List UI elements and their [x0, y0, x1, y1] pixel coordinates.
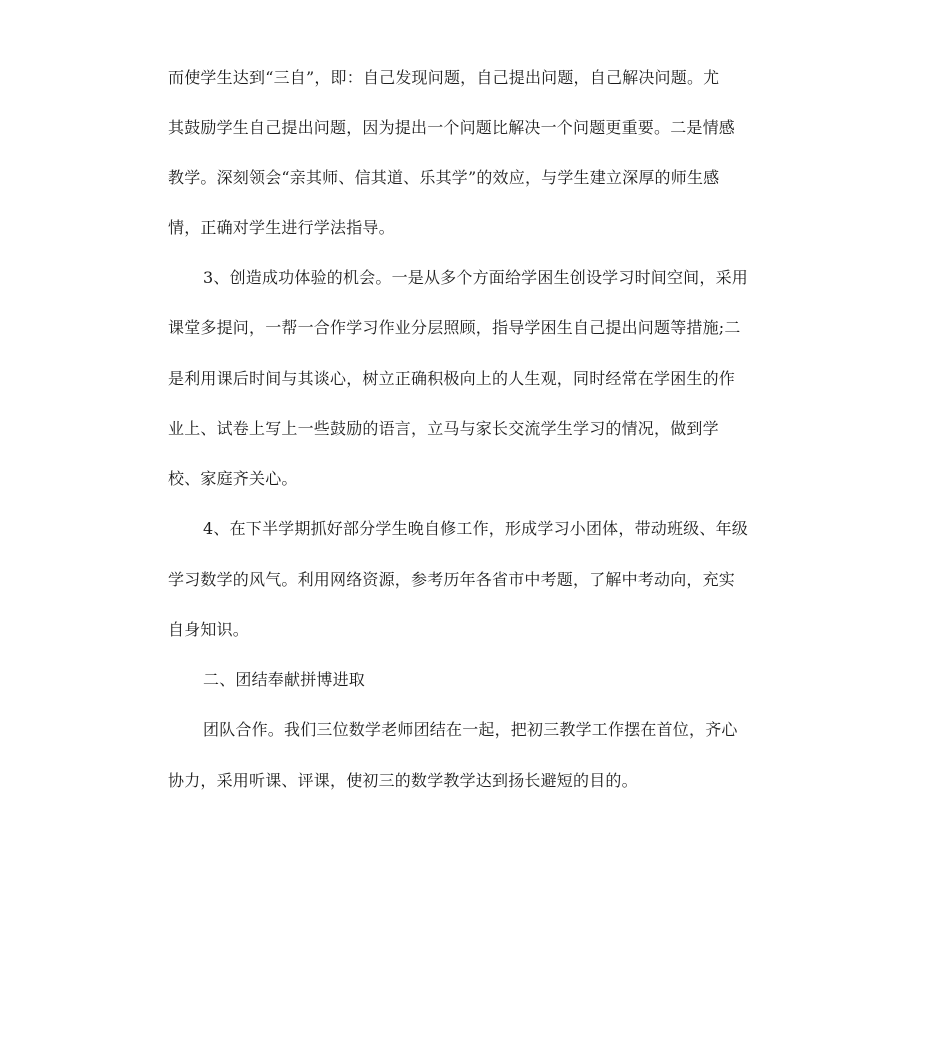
- text-line: 教学。深刻领会“亲其师、信其道、乐其学”的效应，与学生建立深厚的师生感: [168, 168, 720, 187]
- text-line: 情，正确对学生进行学法指导。: [168, 218, 395, 237]
- text-line: 其鼓励学生自己提出问题，因为提出一个问题比解决一个问题更重要。二是情感: [168, 118, 736, 137]
- text-line: 而使学生达到“三自”，即：自己发现问题，自己提出问题，自己解决问题。尤: [168, 68, 720, 87]
- text-line: 是利用课后时间与其谈心，树立正确积极向上的人生观，同时经常在学困生的作: [168, 369, 736, 388]
- paragraph-team-start: 团队合作。我们三位数学老师团结在一起，把初三教学工作摆在首位，齐心: [203, 720, 738, 739]
- text-line: 业上、试卷上写上一些鼓励的语言，立马与家长交流学生学习的情况，做到学: [168, 419, 719, 438]
- text-line: 自身知识。: [168, 620, 250, 639]
- text-line: 校、家庭齐关心。: [168, 469, 298, 488]
- paragraph-4-start: 4、在下半学期抓好部分学生晚自修工作，形成学习小团体，带动班级、年级: [203, 519, 748, 538]
- text-line: 课堂多提问，一帮一合作学习作业分层照顾，指导学困生自己提出问题等措施;二: [168, 318, 741, 337]
- text-line: 协力，采用听课、评课，使初三的数学教学达到扬长避短的目的。: [168, 771, 638, 790]
- text-line: 学习数学的风气。利用网络资源，参考历年各省市中考题，了解中考动向，充实: [168, 570, 736, 589]
- paragraph-3-start: 3、创造成功体验的机会。一是从多个方面给学困生创设学习时间空间，采用: [203, 268, 748, 287]
- section-heading: 二、团结奉献拼博进取: [203, 670, 366, 689]
